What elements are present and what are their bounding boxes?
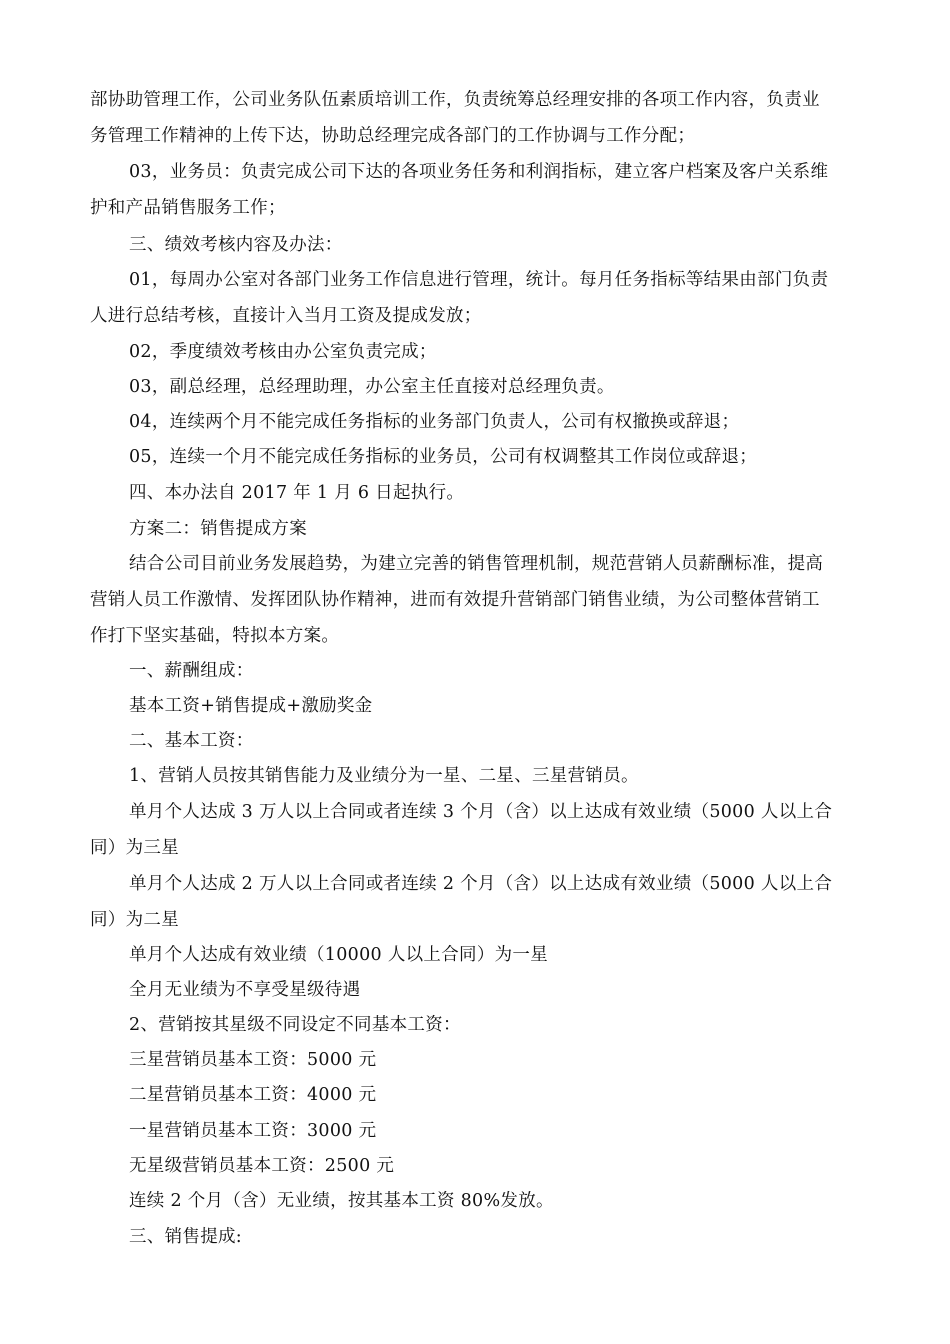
paragraph-line: 作打下坚实基础，特拟本方案。 xyxy=(90,626,340,646)
paragraph-line: 三星营销员基本工资：5000 元 xyxy=(129,1050,377,1070)
paragraph-line: 全月无业绩为不享受星级待遇 xyxy=(129,980,361,1000)
section-heading: 二、基本工资： xyxy=(129,731,254,751)
paragraph-line: 04，连续两个月不能完成任务指标的业务部门负责人，公司有权撤换或辞退； xyxy=(129,412,740,432)
paragraph-line: 人进行总结考核，直接计入当月工资及提成发放； xyxy=(90,306,482,326)
section-heading: 三、销售提成: xyxy=(129,1227,242,1247)
paragraph-line: 03，业务员：负责完成公司下达的各项业务任务和利润指标，建立客户档案及客户关系维 xyxy=(129,162,829,182)
section-heading: 四、本办法自 2017 年 1 月 6 日起执行。 xyxy=(129,483,465,503)
paragraph-line: 一星营销员基本工资：3000 元 xyxy=(129,1121,377,1141)
paragraph-line: 二星营销员基本工资：4000 元 xyxy=(129,1085,377,1105)
paragraph-line: 营销人员工作激情、发挥团队协作精神，进而有效提升营销部门销售业绩，为公司整体营销工 xyxy=(90,590,820,610)
paragraph-line: 05，连续一个月不能完成任务指标的业务员，公司有权调整其工作岗位或辞退； xyxy=(129,447,758,467)
paragraph-line: 务管理工作精神的上传下达，协助总经理完成各部门的工作协调与工作分配； xyxy=(90,126,696,146)
paragraph-line: 单月个人达成 3 万人以上合同或者连续 3 个月（含）以上达成有效业绩（5000 人以上合 xyxy=(129,802,833,822)
paragraph-line: 2、营销按其星级不同设定不同基本工资： xyxy=(129,1015,461,1035)
paragraph-line: 同）为三星 xyxy=(90,838,179,858)
paragraph-line: 同）为二星 xyxy=(90,910,179,930)
paragraph-line: 1、营销人员按其销售能力及业绩分为一星、二星、三星营销员。 xyxy=(129,766,639,786)
paragraph-line: 结合公司目前业务发展趋势，为建立完善的销售管理机制，规范营销人员薪酬标准，提高 xyxy=(129,554,824,574)
paragraph-line: 03，副总经理，总经理助理，办公室主任直接对总经理负责。 xyxy=(129,377,615,397)
section-heading: 方案二：销售提成方案 xyxy=(129,519,307,539)
paragraph-line: 连续 2 个月（含）无业绩，按其基本工资 80%发放。 xyxy=(129,1191,554,1211)
paragraph-line: 单月个人达成 2 万人以上合同或者连续 2 个月（含）以上达成有效业绩（5000 人以上合 xyxy=(129,874,833,894)
paragraph-line: 无星级营销员基本工资：2500 元 xyxy=(129,1156,395,1176)
paragraph-line: 护和产品销售服务工作； xyxy=(90,198,286,218)
paragraph-line: 01，每周办公室对各部门业务工作信息进行管理，统计。每月任务指标等结果由部门负责 xyxy=(129,270,829,290)
section-heading: 三、绩效考核内容及办法： xyxy=(129,235,343,255)
paragraph-line: 部协助管理工作，公司业务队伍素质培训工作，负责统筹总经理安排的各项工作内容，负责业 xyxy=(90,90,820,110)
paragraph-line: 02，季度绩效考核由办公室负责完成； xyxy=(129,342,437,362)
section-heading: 一、薪酬组成： xyxy=(129,661,254,681)
paragraph-line: 单月个人达成有效业绩（10000 人以上合同）为一星 xyxy=(129,945,549,965)
paragraph-line: 基本工资+销售提成+激励奖金 xyxy=(129,696,373,716)
